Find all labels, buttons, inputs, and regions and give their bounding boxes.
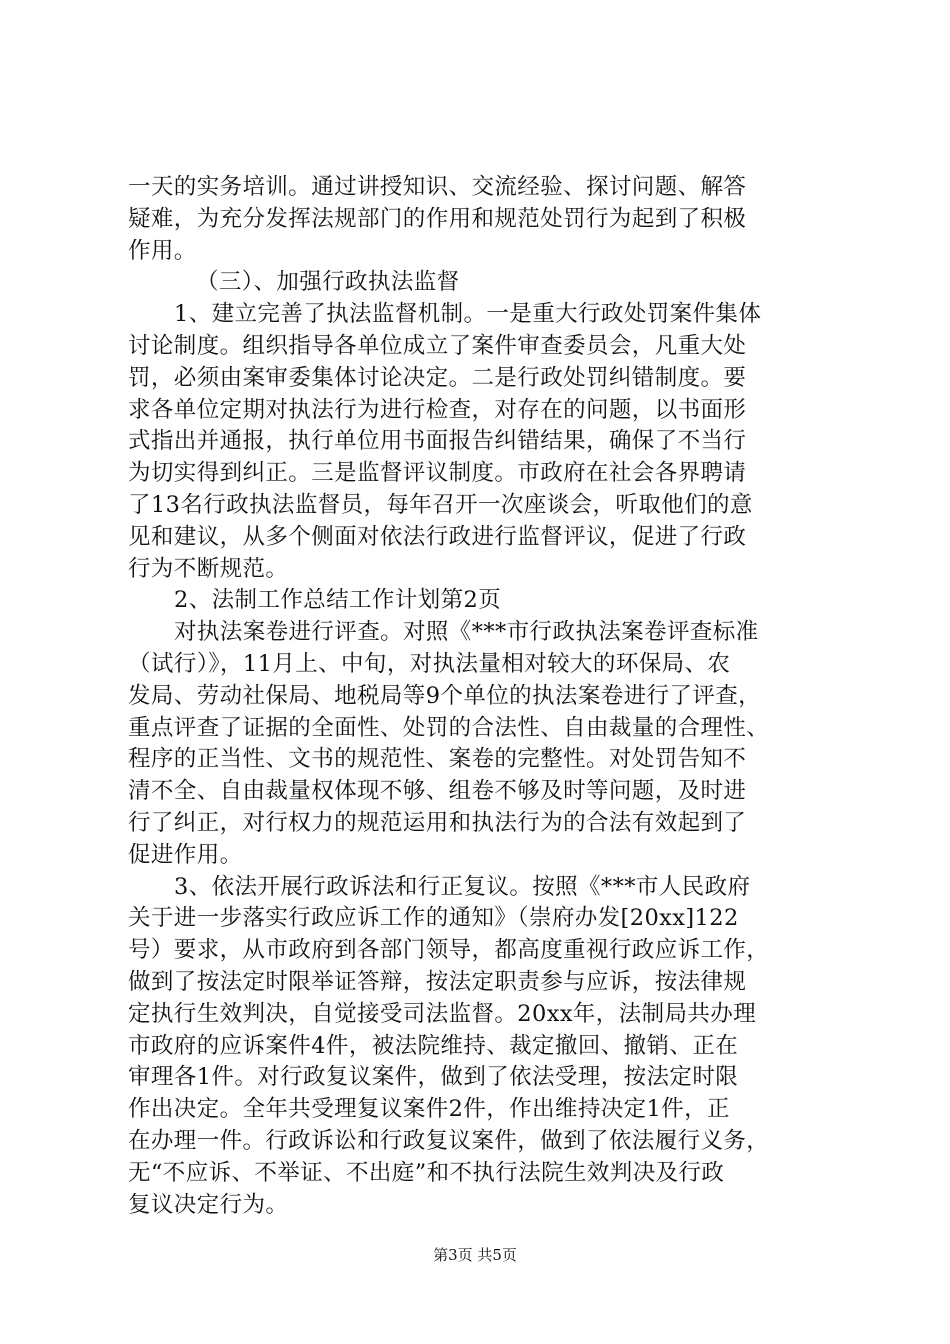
text-line: 一天的实务培训。通过讲授知识、交流经验、探讨问题、解答	[128, 174, 747, 200]
section-heading: （三）、加强行政执法监督	[196, 269, 460, 296]
text-line: 程序的正当性、文书的规范性、案卷的完整性。对处罚告知不	[128, 746, 747, 773]
text-line: 讨论制度。组织指导各单位成立了案件审查委员会，凡重大处	[128, 332, 747, 359]
text-line: 为切实得到纠正。三是监督评议制度。市政府在社会各界聘请	[128, 460, 747, 487]
text-line: 式指出并通报，执行单位用书面报告纠错结果，确保了不当行	[128, 428, 747, 455]
text-line: 关于进一步落实行政应诉工作的通知》（崇府办发[20xx]122	[128, 905, 739, 932]
text-line: 复议决定行为。	[128, 1191, 289, 1218]
text-line: 行为不断规范。	[128, 555, 289, 582]
text-line: 在办理一件。行政诉讼和行政复议案件，做到了依法履行义务，	[128, 1127, 770, 1154]
text-line: 疑难，为充分发挥法规部门的作用和规范处罚行为起到了积极	[128, 205, 747, 232]
text-line: 重点评查了证据的全面性、处罚的合法性、自由裁量的合理性、	[128, 714, 770, 741]
text-line: 2、法制工作总结工作计划第2页	[174, 587, 502, 614]
text-line: 行了纠正，对行权力的规范运用和执法行为的合法有效起到了	[128, 809, 747, 836]
text-line: 求各单位定期对执法行为进行检查，对存在的问题，以书面形	[128, 396, 747, 423]
text-line: 3、依法开展行政诉法和行正复议。按照《***市人民政府	[174, 873, 751, 900]
text-line: 无“不应诉、不举证、不出庭”和不执行法院生效判决及行政	[128, 1159, 725, 1186]
text-line: 1、建立完善了执法监督机制。一是重大行政处罚案件集体	[174, 301, 762, 328]
text-line: （试行）》，11月上、中旬，对执法量相对较大的环保局、农	[128, 650, 731, 677]
text-line: 作用。	[128, 237, 197, 264]
text-line: 市政府的应诉案件4件，被法院维持、裁定撤回、撤销、正在	[128, 1032, 739, 1059]
text-line: 促进作用。	[128, 841, 243, 868]
text-line: 清不全、自由裁量权体现不够、组卷不够及时等问题，及时进	[128, 778, 747, 805]
document-body	[128, 172, 848, 1221]
text-line: 作出决定。全年共受理复议案件2件，作出维持决定1件，正	[128, 1096, 730, 1123]
text-line: 审理各1件。对行政复议案件，做到了依法受理，按法定时限	[128, 1064, 739, 1091]
text-line: 见和建议，从多个侧面对依法行政进行监督评议，促进了行政	[128, 523, 747, 550]
page-number-footer: 第3页 共5页	[433, 1246, 517, 1264]
text-line: 了13名行政执法监督员，每年召开一次座谈会，听取他们的意	[128, 491, 753, 518]
text-line: 定执行生效判决，自觉接受司法监督。20xx年，法制局共办理	[128, 1000, 757, 1027]
text-line: 做到了按法定时限举证答辩，按法定职责参与应诉，按法律规	[128, 968, 747, 995]
text-line: 发局、劳动社保局、地税局等9个单位的执法案卷进行了评查，	[128, 682, 762, 709]
text-line: 对执法案卷进行评查。对照《***市行政执法案卷评查标准	[174, 619, 759, 646]
text-line: 罚，必须由案审委集体讨论决定。二是行政处罚纠错制度。要	[128, 364, 747, 391]
text-line: 号）要求，从市政府到各部门领导，都高度重视行政应诉工作，	[128, 937, 770, 964]
